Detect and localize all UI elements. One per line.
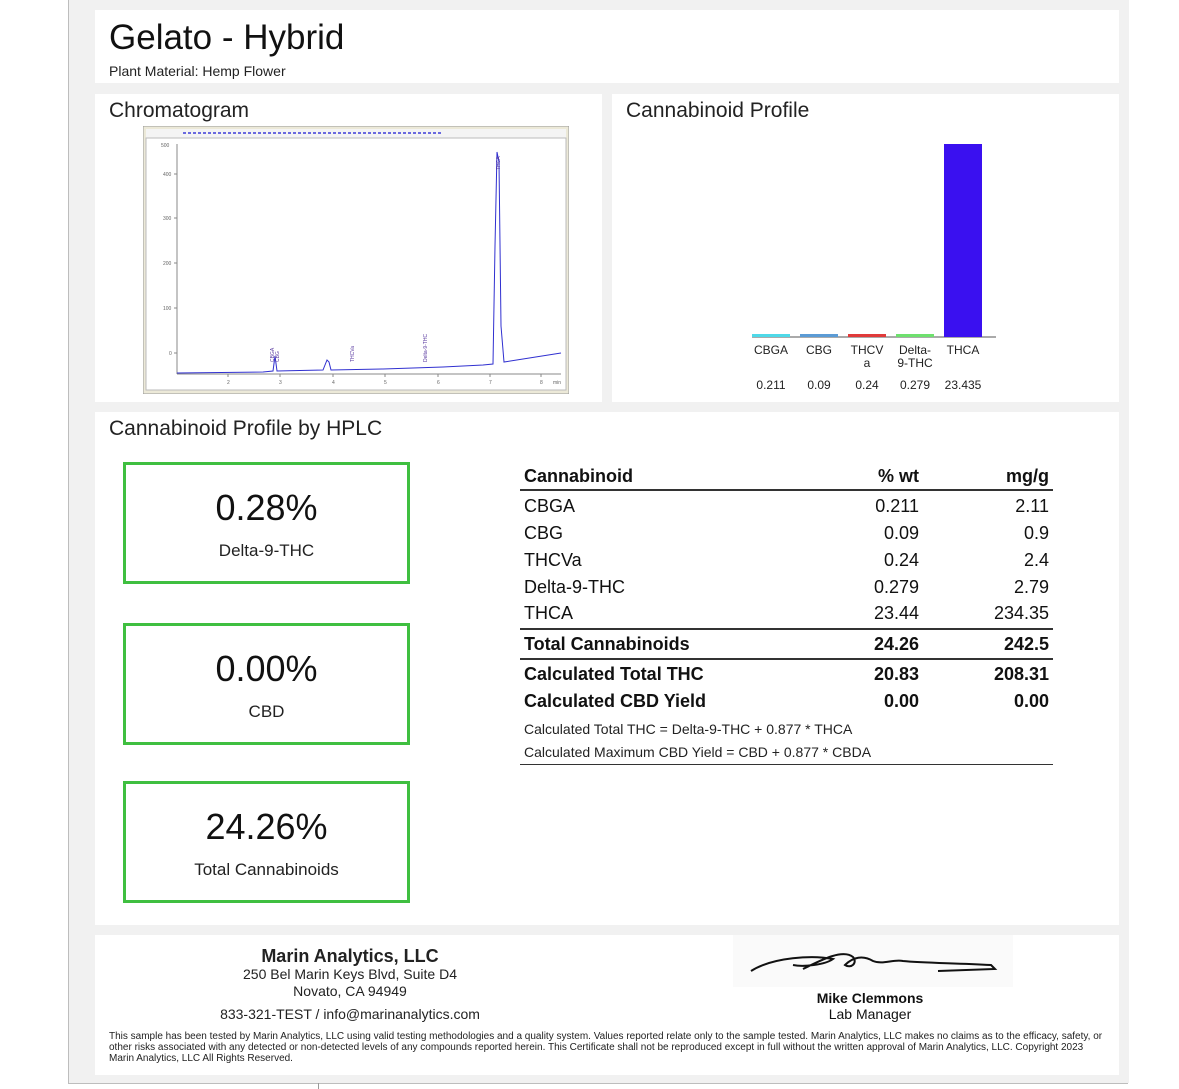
bar-thcva bbox=[848, 334, 886, 337]
cell-percent: 20.83 bbox=[873, 664, 919, 684]
cell-percent: 0.00 bbox=[883, 691, 919, 711]
value-label: 0.279 bbox=[899, 378, 931, 392]
cell-percent: 24.26 bbox=[873, 634, 919, 654]
metric-value: 0.00% bbox=[215, 648, 318, 689]
cell-percent: 0.279 bbox=[873, 577, 919, 597]
metric-box-total bbox=[123, 781, 410, 903]
metric-value: 0.28% bbox=[215, 487, 318, 528]
cell-name: Calculated CBD Yield bbox=[524, 691, 707, 711]
svg-text:500: 500 bbox=[161, 143, 170, 149]
page-bottom-rule bbox=[68, 1083, 1128, 1084]
disclaimer-text: This sample has been tested by Marin Analytics, LLC using valid testing methodologies and a quality system. Values reported relate only to the sample tested. Marin Analytics, LLC makes no claims as to the efficacy, safety, or other risks associated with any detected or non-detected levels of any compounds reported herein. This Certificate shall not be reproduced except in full without the written approval of Marin Analytics, LLC. Copyright 2023 Marin Analytics, LLC All Rights Reserved. bbox=[109, 1031, 1103, 1064]
table-rule bbox=[520, 489, 1053, 491]
cell-mg: 0.9 bbox=[1023, 523, 1049, 543]
chromatogram-peak-label: CBG bbox=[275, 351, 281, 362]
chromatogram-peak-label: CBGA bbox=[270, 347, 276, 362]
value-label: 0.24 bbox=[855, 378, 879, 392]
svg-text:2: 2 bbox=[227, 380, 230, 386]
company-contact: 833-321-TEST / info@marinanalytics.com bbox=[220, 1006, 480, 1022]
bar-delta-9-thc bbox=[896, 334, 934, 337]
metric-value: 24.26% bbox=[205, 806, 328, 847]
header-percent-wt: % wt bbox=[877, 466, 919, 486]
cell-mg: 2.11 bbox=[1015, 496, 1049, 516]
product-subtitle: Plant Material: Hemp Flower bbox=[109, 63, 286, 79]
cell-name: CBGA bbox=[524, 496, 576, 516]
cell-percent: 0.24 bbox=[883, 550, 919, 570]
cell-name: THCA bbox=[524, 603, 573, 623]
svg-text:400: 400 bbox=[163, 172, 172, 178]
cell-name: Delta-9-THC bbox=[524, 577, 626, 597]
bar-cbg bbox=[800, 334, 838, 337]
cell-name: THCVa bbox=[524, 550, 582, 570]
bar-thca bbox=[944, 144, 982, 337]
formula-total-thc: Calculated Total THC = Delta-9-THC + 0.877 * THCA bbox=[524, 721, 853, 737]
profile-chart-panel bbox=[612, 94, 1119, 402]
metric-label: Delta-9-THC bbox=[218, 541, 315, 560]
bar-cbga bbox=[752, 334, 790, 337]
category-label: CBGA bbox=[753, 343, 789, 357]
value-label: 23.435 bbox=[944, 378, 982, 392]
svg-text:min: min bbox=[553, 380, 562, 386]
category-label: CBG bbox=[805, 343, 833, 357]
table-row bbox=[520, 520, 1053, 546]
cell-mg: 2.79 bbox=[1013, 577, 1049, 597]
hplc-panel bbox=[95, 412, 1119, 925]
cell-mg: 2.4 bbox=[1023, 550, 1049, 570]
cell-name: CBG bbox=[524, 523, 564, 543]
table-row-total bbox=[520, 631, 1053, 657]
svg-text:0: 0 bbox=[169, 351, 172, 357]
chromatogram-panel bbox=[95, 94, 602, 402]
signer-title: Lab Manager bbox=[828, 1006, 912, 1022]
table-row bbox=[520, 600, 1053, 626]
hplc-title: Cannabinoid Profile by HPLC bbox=[109, 417, 383, 440]
metric-label: Total Cannabinoids bbox=[194, 860, 339, 879]
category-label: Delta- bbox=[898, 343, 932, 357]
company-name: Marin Analytics, LLC bbox=[261, 946, 439, 966]
value-label: 0.211 bbox=[756, 378, 786, 392]
header-panel bbox=[95, 10, 1119, 83]
table-rule bbox=[520, 658, 1053, 660]
cell-mg: 242.5 bbox=[1003, 634, 1049, 654]
svg-text:200: 200 bbox=[163, 261, 172, 267]
footer-panel bbox=[95, 935, 1119, 1075]
svg-text:6: 6 bbox=[437, 380, 440, 386]
cell-mg: 234.35 bbox=[993, 603, 1049, 623]
table-rule bbox=[520, 764, 1053, 765]
cell-mg: 208.31 bbox=[993, 664, 1049, 684]
svg-text:7: 7 bbox=[489, 380, 492, 386]
metric-box-cbd bbox=[123, 623, 410, 745]
table-header-row bbox=[520, 463, 1053, 489]
company-address-2: Novato, CA 94949 bbox=[293, 983, 407, 999]
svg-text:5: 5 bbox=[384, 380, 387, 386]
table-row-calc-cbd bbox=[520, 688, 1053, 714]
signature-image bbox=[733, 935, 1013, 987]
svg-text:3: 3 bbox=[279, 380, 282, 386]
chromatogram-peak-label: THCA bbox=[496, 156, 502, 170]
product-title: Gelato - Hybrid bbox=[109, 18, 345, 57]
value-label: 0.09 bbox=[807, 378, 831, 392]
table-row bbox=[520, 574, 1053, 600]
cell-percent: 23.44 bbox=[873, 603, 919, 623]
cell-mg: 0.00 bbox=[1013, 691, 1049, 711]
cell-percent: 0.09 bbox=[883, 523, 919, 543]
svg-text:300: 300 bbox=[163, 216, 172, 222]
cell-percent: 0.211 bbox=[875, 496, 919, 516]
cell-name: Total Cannabinoids bbox=[524, 634, 690, 654]
page-bottom-tick bbox=[318, 1083, 319, 1089]
chromatogram-peak-label: Delta-9-THC bbox=[423, 333, 429, 362]
chromatogram-title: Chromatogram bbox=[109, 99, 250, 122]
company-address-1: 250 Bel Marin Keys Blvd, Suite D4 bbox=[243, 966, 457, 982]
header-mg-per-g: mg/g bbox=[1006, 466, 1049, 486]
category-label: 9-THC bbox=[897, 356, 933, 370]
chromatogram-image bbox=[143, 126, 569, 394]
signer-name: Mike Clemmons bbox=[816, 990, 924, 1006]
category-label: THCV bbox=[850, 343, 884, 357]
category-label: THCA bbox=[946, 343, 980, 357]
profile-chart-title: Cannabinoid Profile bbox=[626, 99, 810, 122]
profile-bar-chart bbox=[612, 94, 1119, 402]
metric-label: CBD bbox=[248, 702, 285, 721]
table-row-calc-thc bbox=[520, 661, 1053, 687]
table-row bbox=[520, 493, 1053, 519]
svg-text:4: 4 bbox=[332, 380, 335, 386]
svg-text:8: 8 bbox=[540, 380, 543, 386]
chromatogram-peak-label: THCVa bbox=[350, 345, 356, 362]
header-cannabinoid: Cannabinoid bbox=[524, 466, 633, 486]
cell-name: Calculated Total THC bbox=[524, 664, 704, 684]
formula-max-cbd: Calculated Maximum CBD Yield = CBD + 0.877 * CBDA bbox=[524, 744, 872, 760]
table-rule bbox=[520, 628, 1053, 630]
report-page bbox=[68, 0, 1129, 1083]
category-label: a bbox=[863, 356, 871, 370]
metric-box-delta9 bbox=[123, 462, 410, 584]
svg-text:100: 100 bbox=[163, 306, 172, 312]
table-row bbox=[520, 547, 1053, 573]
